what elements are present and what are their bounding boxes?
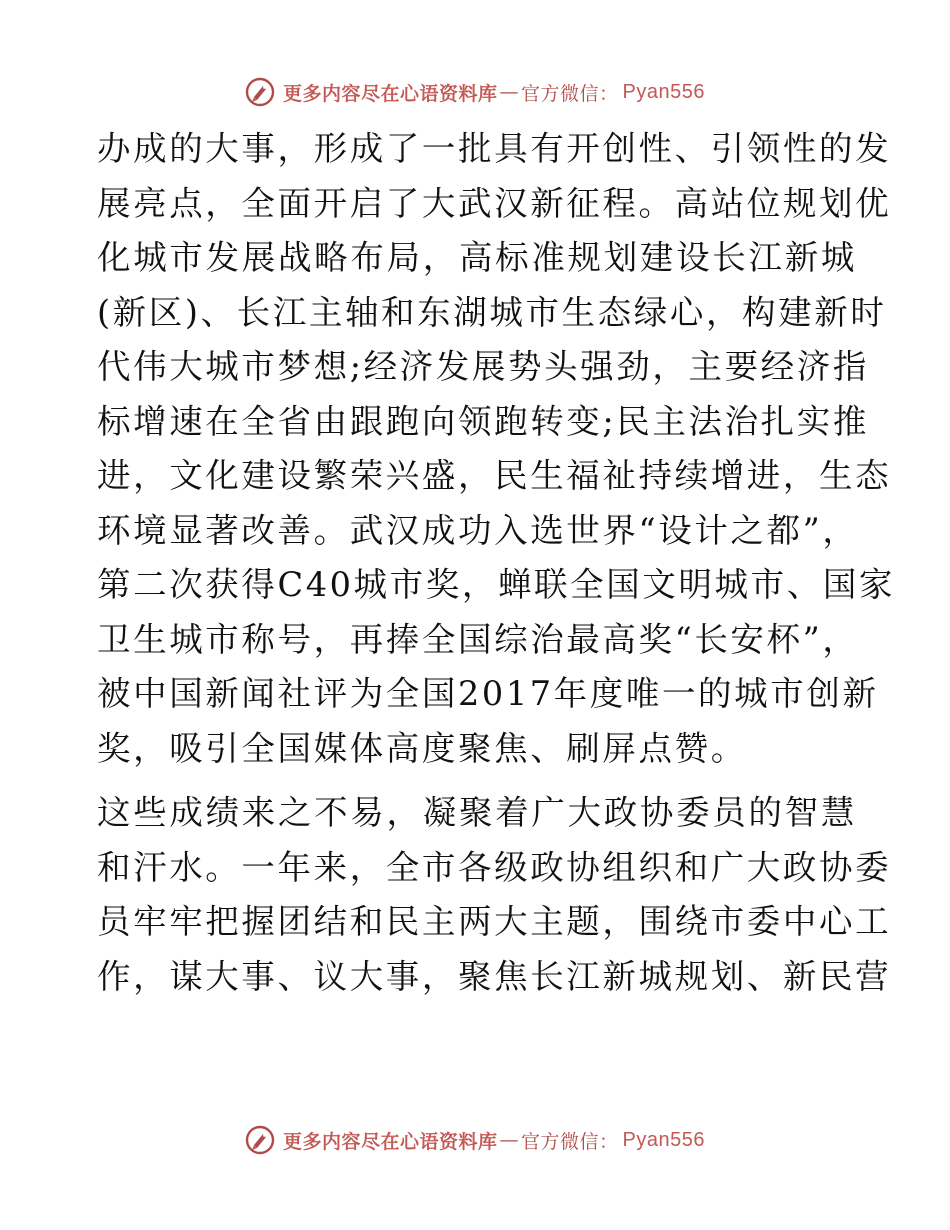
pen-logo-icon [245,1125,275,1155]
header-brand: 更多内容尽在心语资料库 [283,82,498,105]
paragraph-1 [97,122,896,776]
footer-banner-text [283,1127,705,1154]
header-wechat-label: 官方微信： [521,82,619,105]
footer-wechat-handle: Pyan556 [622,1128,705,1151]
text-line: 第二次获得C40城市奖，蝉联全国文明城市、国家 [97,565,896,604]
text-line: 卫生城市称号，再捧全国综治最高奖“长安杯”， [97,619,859,659]
pen-logo-icon [245,77,275,107]
header-banner [0,72,950,112]
text-line: 化城市发展战略布局，高标准规划建设长江新城 [97,238,857,277]
text-line: 环境显著改善。武汉成功入选世界“设计之都”， [97,510,859,550]
footer-brand: 更多内容尽在心语资料库 [283,1130,498,1153]
footer-wechat-label: 官方微信： [521,1130,619,1153]
text-line: (新区)、长江主轴和东湖城市生态绿心，构建新时 [97,292,887,332]
text-line: 进，文化建设繁荣兴盛，民生福祉持续增进，生态 [97,456,892,495]
text-line: 作，谋大事、议大事，聚焦长江新城规划、新民营 [97,956,892,996]
header-wechat-handle: Pyan556 [622,80,705,103]
footer-dash: — [499,1129,520,1151]
text-line: 办成的大事，形成了一批具有开创性、引领性的发 [97,129,892,168]
paragraph-2 [97,786,892,1004]
header-banner-text [283,79,705,106]
header-dash: — [499,81,520,103]
footer-banner [0,1120,950,1160]
text-line: 被中国新闻社评为全国2017年度唯一的城市创新 [97,674,879,713]
text-line: 奖，吸引全国媒体高度聚焦、刷屏点赞。 [97,728,747,768]
text-line: 这些成绩来之不易，凝聚着广大政协委员的智慧 [97,793,857,832]
text-line: 和汗水。一年来，全市各级政协组织和广大政协委 [97,847,892,887]
text-line: 展亮点，全面开启了大武汉新征程。高站位规划优 [97,183,892,223]
text-line: 标增速在全省由跟跑向领跑转变;民主法治扎实推 [97,401,869,441]
document-body [97,122,896,1004]
text-line: 员牢牢把握团结和民主两大主题，围绕市委中心工 [97,902,892,941]
text-line: 代伟大城市梦想;经济发展势头强劲，主要经济指 [97,347,869,386]
